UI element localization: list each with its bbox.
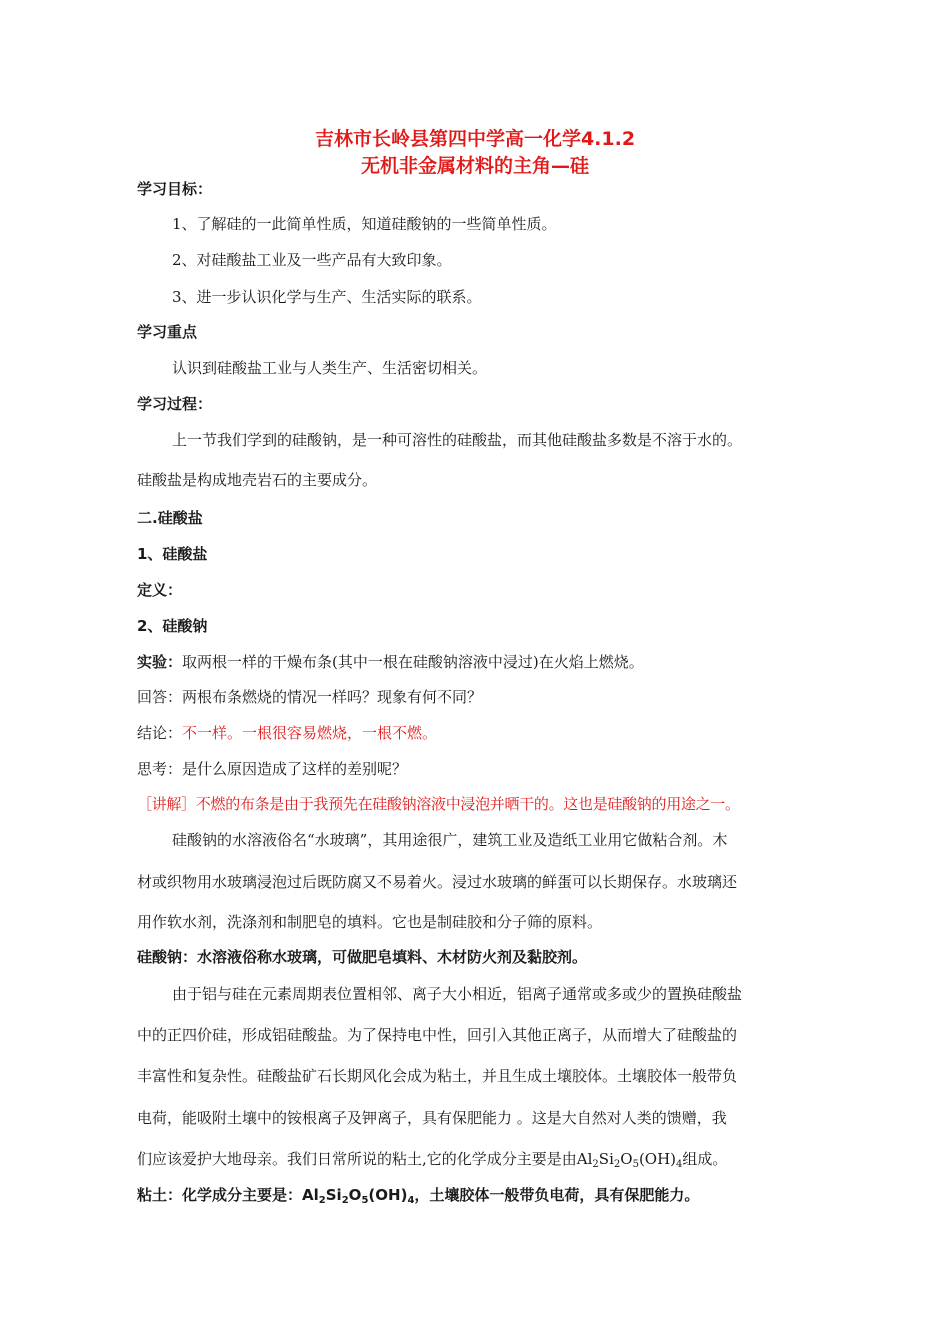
objective-item-3: 3、进一步认识化学与生产、生活实际的联系。 [172,288,482,306]
clay-summary-prefix: 粘土：化学成分主要是： [137,1186,303,1204]
think-line: 思考：是什么原因造成了这样的差别呢？ [137,760,408,778]
subsection-heading-sodium-silicate: 2、硅酸钠 [137,617,208,635]
experiment-label: 实验： [137,653,183,671]
objective-item-1: 1、了解硅的一此简单性质，知道硅酸钠的一些简单性质。 [172,215,557,233]
question-line: 回答：两根布条燃烧的情况一样吗？现象有何不同？ [137,688,483,706]
objective-item-2: 2、对硅酸盐工业及一些产品有大致印象。 [172,251,452,269]
conclusion-line [137,722,437,743]
aluminum-paragraph-line-1: 由于铝与硅在元素周期表位置相邻、离子大小相近，铝离子通常或多或少的置换硅酸盐 [172,985,743,1003]
aluminum-paragraph-line-2: 中的正四价硅，形成铝硅酸盐。为了保持电中性，回引入其他正离子，从而增大了硅酸盐的 [137,1026,738,1044]
water-glass-paragraph-line-1: 硅酸钠的水溶液俗名“水玻璃”，其用途很广，建筑工业及造纸工业用它做粘合剂。木 [172,831,728,849]
experiment-text: 取两根一样的干燥布条(其中一根在硅酸钠溶液中浸过)在火焰上燃烧。 [182,653,644,671]
document-title-line-1: 吉林市长岭县第四中学高一化学4.1.2 [314,128,636,150]
document-title-line-2: 无机非金属材料的主角—硅 [360,155,589,177]
objectives-heading: 学习目标： [137,180,213,198]
subsection-heading-silicates: 1、硅酸盐 [137,545,208,563]
explanation-line: ［讲解］不燃的布条是由于我预先在硅酸钠溶液中浸泡并晒干的。这也是硅酸钠的用途之一。 [137,795,740,813]
section-heading-silicates: 二.硅酸盐 [137,509,203,527]
clay-summary [137,1184,699,1206]
aluminum-paragraph-line-3: 丰富性和复杂性。硅酸盐矿石长期风化会成为粘土，并且生成土壤胶体。土壤胶体一般带负 [137,1067,738,1085]
water-glass-paragraph-line-2: 材或织物用水玻璃浸泡过后既防腐又不易着火。浸过水玻璃的鲜蛋可以长期保存。水玻璃还 [137,873,738,891]
aluminum-paragraph-end: 组成。 [682,1150,728,1168]
conclusion-text: 不一样。一根很容易燃烧，一根不燃。 [182,724,438,742]
water-glass-paragraph-line-3: 用作软水剂，洗涤剂和制肥皂的填料。它也是制硅胶和分子筛的原料。 [137,913,603,931]
aluminum-paragraph-line-4: 电荷，能吸附土壤中的铵根离子及钾离子，具有保肥能力 。这是大自然对人类的馈赠，我 [137,1109,727,1127]
process-heading: 学习过程： [137,395,213,413]
clay-summary-suffix: ，土壤胶体一般带负电荷，具有保肥能力。 [414,1186,700,1204]
key-points-text: 认识到硅酸盐工业与人类生产、生活密切相关。 [172,359,488,377]
process-paragraph-line-1: 上一节我们学到的硅酸钠，是一种可溶性的硅酸盐，而其他硅酸盐多数是不溶于水的。 [172,431,743,449]
process-paragraph-line-2: 硅酸盐是构成地壳岩石的主要成分。 [137,471,378,489]
aluminum-paragraph-line-5 [137,1148,727,1170]
clay-formula: $Al_2Si_2O_5(OH)_4$ [576,1150,683,1170]
experiment-line [137,651,644,672]
key-points-heading: 学习重点 [137,323,198,341]
sodium-silicate-summary: 硅酸钠：水溶液俗称水玻璃，可做肥皂填料、木材防火剂及黏胶剂。 [137,948,588,966]
clay-summary-formula: $Al_2Si_2O_5(OH)_4$ [302,1186,415,1206]
conclusion-label: 结论： [137,724,183,742]
aluminum-paragraph-text: 们应该爱护大地母亲。我们日常所说的粘土,它的化学成分主要是由 [137,1150,577,1168]
definition-label: 定义： [137,581,183,599]
